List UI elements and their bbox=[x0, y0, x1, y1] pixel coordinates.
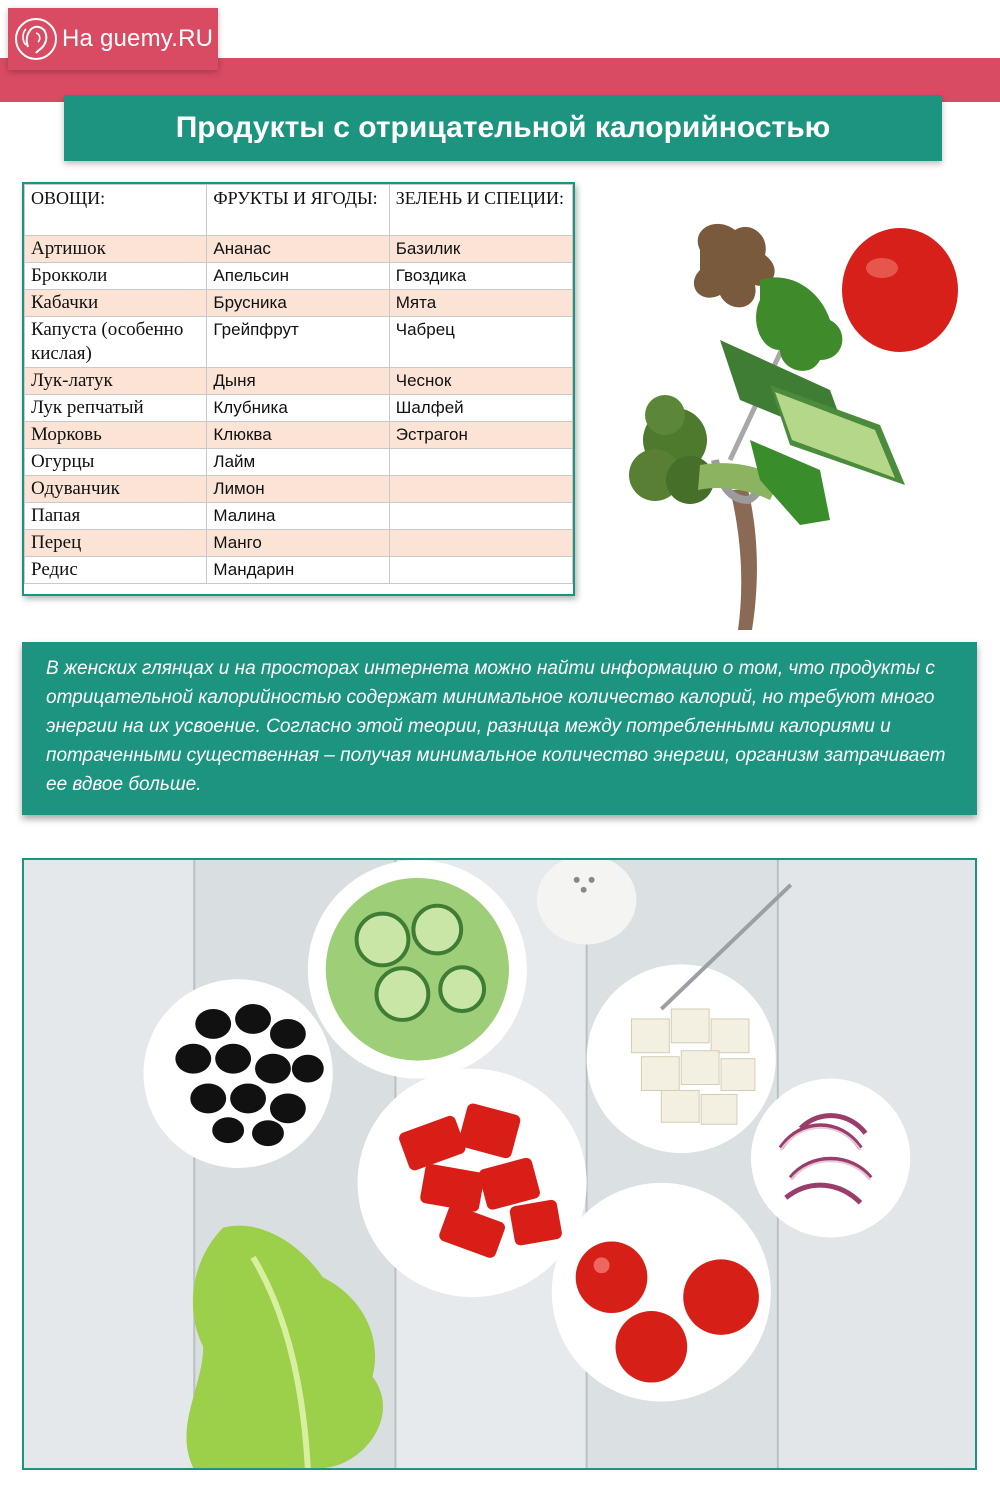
table-cell: Капуста (особенно кислая) bbox=[25, 317, 207, 368]
table-cell: Малина bbox=[207, 503, 389, 530]
table-cell: Морковь bbox=[25, 422, 207, 449]
header-fruits: ФРУКТЫ И ЯГОДЫ: bbox=[207, 185, 389, 236]
table-cell: Лимон bbox=[207, 476, 389, 503]
table-cell: Гвоздика bbox=[389, 263, 572, 290]
products-table bbox=[22, 182, 575, 596]
table-cell: Ананас bbox=[207, 236, 389, 263]
table-row bbox=[25, 530, 573, 557]
table-row bbox=[25, 317, 573, 368]
table-cell bbox=[389, 503, 572, 530]
table-cell: Лайм bbox=[207, 449, 389, 476]
table-cell: Лук-латук bbox=[25, 368, 207, 395]
info-paragraph: В женских глянцах и на просторах интернета можно найти информацию о том, что продукты с отрицательной калорийностью содержат минимальное количество калорий, но требуют много энергии на их усвоение. Согласно этой теории, разница между потребленными калориями и потраченными существенная – получая минимальное количество энергии, организм затрачивает ее вдвое больше. bbox=[46, 658, 946, 795]
table-row bbox=[25, 368, 573, 395]
table-row bbox=[25, 236, 573, 263]
table-row bbox=[25, 263, 573, 290]
page-title: Продукты с отрицательной калорийностью bbox=[175, 111, 831, 144]
table-cell: Базилик bbox=[389, 236, 572, 263]
table-cell bbox=[389, 476, 572, 503]
table-cell: Мандарин bbox=[207, 557, 389, 584]
table-cell: Брусника bbox=[207, 290, 389, 317]
table-cell bbox=[389, 449, 572, 476]
info-text-box bbox=[22, 642, 977, 815]
fork-vegetables-image bbox=[620, 210, 960, 630]
table-cell: Брокколи bbox=[25, 263, 207, 290]
table-row bbox=[25, 557, 573, 584]
table-cell: Апельсин bbox=[207, 263, 389, 290]
table-row bbox=[25, 422, 573, 449]
table-cell: Папая bbox=[25, 503, 207, 530]
table-cell: Клюква bbox=[207, 422, 389, 449]
salad-ingredients-photo bbox=[22, 858, 977, 1470]
table-cell: Грейпфрут bbox=[207, 317, 389, 368]
table-row bbox=[25, 503, 573, 530]
woman-silhouette-icon bbox=[14, 17, 58, 61]
table-row bbox=[25, 395, 573, 422]
table-cell: Чеснок bbox=[389, 368, 572, 395]
table-cell: Редис bbox=[25, 557, 207, 584]
table-cell: Артишок bbox=[25, 236, 207, 263]
table-cell: Кабачки bbox=[25, 290, 207, 317]
table-cell: Лук репчатый bbox=[25, 395, 207, 422]
table-cell: Перец bbox=[25, 530, 207, 557]
table-cell: Мята bbox=[389, 290, 572, 317]
table-cell bbox=[389, 530, 572, 557]
header-herbs: ЗЕЛЕНЬ И СПЕЦИИ: bbox=[389, 185, 572, 236]
logo-text: Ha guemy.RU bbox=[62, 25, 214, 52]
table-cell: Шалфей bbox=[389, 395, 572, 422]
table-cell: Клубника bbox=[207, 395, 389, 422]
header-vegetables: ОВОЩИ: bbox=[25, 185, 207, 236]
table-cell: Эстрагон bbox=[389, 422, 572, 449]
table-row bbox=[25, 476, 573, 503]
table-row bbox=[25, 449, 573, 476]
table-cell: Огурцы bbox=[25, 449, 207, 476]
table-cell: Чабрец bbox=[389, 317, 572, 368]
table-cell: Дыня bbox=[207, 368, 389, 395]
title-banner bbox=[64, 95, 942, 161]
table-row bbox=[25, 290, 573, 317]
table-cell: Манго bbox=[207, 530, 389, 557]
table-cell: Одуванчик bbox=[25, 476, 207, 503]
site-logo[interactable] bbox=[8, 8, 218, 70]
table-cell bbox=[389, 557, 572, 584]
